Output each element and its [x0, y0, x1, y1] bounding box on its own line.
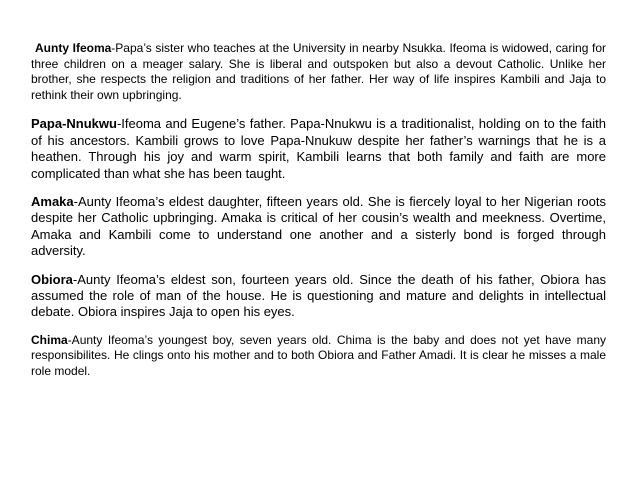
character-name: Amaka: [31, 194, 74, 209]
character-entry-amaka: [31, 194, 606, 260]
character-entry-papa-nnukwu: [31, 116, 606, 182]
character-entry-aunty-ifeoma: [31, 41, 606, 103]
character-entry-chima: [31, 333, 606, 380]
character-name: Aunty Ifeoma: [35, 41, 112, 55]
character-name: Papa-Nnukwu: [31, 116, 117, 132]
character-description: -Aunty Ifeoma’s eldest daughter, fifteen years old. She is fiercely loyal to her Nigerian roots despite her Catholic upbringing. Amaka is critical of her cousin’s wealth and meekness. Overtime, Amaka and Kambili come to understand one another and a sisterly bond is forged through adversity.: [31, 194, 606, 259]
character-entry-obiora: [31, 272, 606, 321]
character-description: -Aunty Ifeoma’s youngest boy, seven years old. Chima is the baby and does not yet have many responsibilites. He clings onto his mother and to both Obiora and Father Amadi. It is clear he misses a male role model.: [31, 332, 606, 379]
character-name: Obiora: [31, 271, 73, 287]
character-description: -Ifeoma and Eugene’s father. Papa-Nnukwu is a traditionalist, holding on to the faith of his ancestors. Kambili grows to love Papa-Nnukuw despite her father’s warnings that he is a heathen. Through his joy and warm spirit, Kambili learns that both family and faith are more complicated than what she has been taught.: [31, 116, 606, 181]
character-description: -Aunty Ifeoma’s eldest son, fourteen years old. Since the death of his father, Obiora has assumed the role of man of the house. He is questioning and mature and delights in intellectual debate. Obiora inspires Jaja to open his eyes.: [31, 271, 606, 320]
character-description: -Papa’s sister who teaches at the University in nearby Nsukka. Ifeoma is widowed, caring for three children on a meager salary. She is liberal and outspoken but also a devout Catholic. Unlike her brother, she respects the religion and traditions of her father. Her way of life inspires Kambili and Jaja to rethink their own upbringing.: [31, 41, 606, 102]
character-name: Chima: [31, 332, 68, 347]
